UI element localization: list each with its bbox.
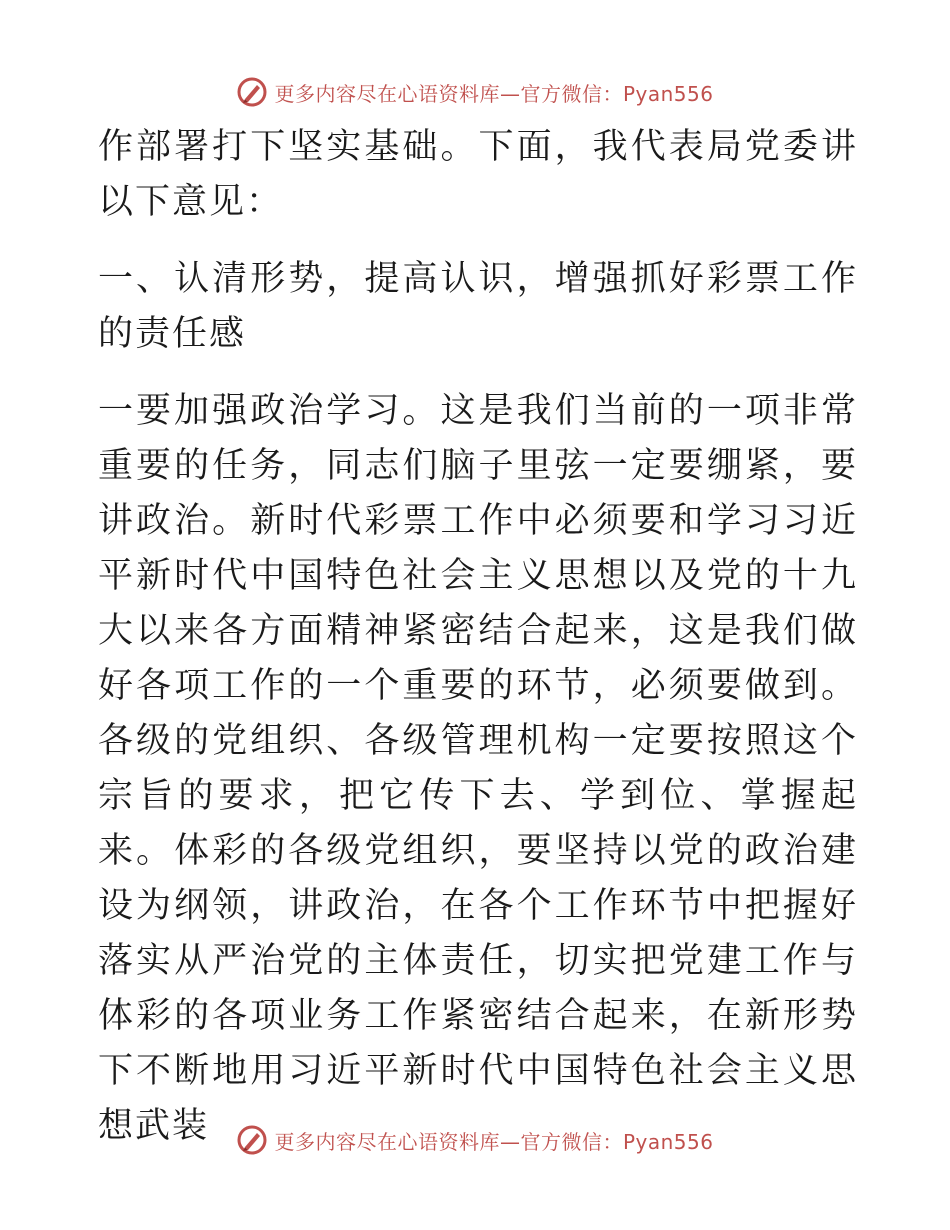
header-banner — [0, 70, 950, 114]
header-banner-text: 更多内容尽在心语资料库—官方微信：Pyan556 — [274, 81, 714, 106]
footer-banner — [0, 1118, 950, 1162]
paragraph-intro: 作部署打下坚实基础。下面，我代表局党委讲以下意见： — [98, 127, 858, 222]
pen-logo-icon — [236, 1124, 268, 1156]
document-body — [98, 120, 858, 1154]
pen-logo-icon — [236, 76, 268, 108]
section-heading-one: 一、认清形势，提高认识，增强抓好彩票工作的责任感 — [98, 259, 858, 354]
paragraph-political-study: 一要加强政治学习。这是我们当前的一项非常重要的任务，同志们脑子里弦一定要绷紧，要讲政治。新时代彩票工作中必须要和学习习近平新时代中国特色社会主义思想以及党的十九大以来各方面精神紧密结合起来，这是我们做好各项工作的一个重要的环节，必须要做到。各级的党组织、各级管理机构一定要按照这个宗旨的要求，把它传下去、学到位、掌握起来。体彩的各级党组织，要坚持以党的政治建设为纲领，讲政治，在各个工作环节中把握好落实从严治党的主体责任，切实把党建工作与体彩的各项业务工作紧密结合起来，在新形势下不断地用习近平新时代中国特色社会主义思想武装 — [98, 391, 858, 1146]
footer-banner-text: 更多内容尽在心语资料库—官方微信：Pyan556 — [274, 1129, 714, 1154]
